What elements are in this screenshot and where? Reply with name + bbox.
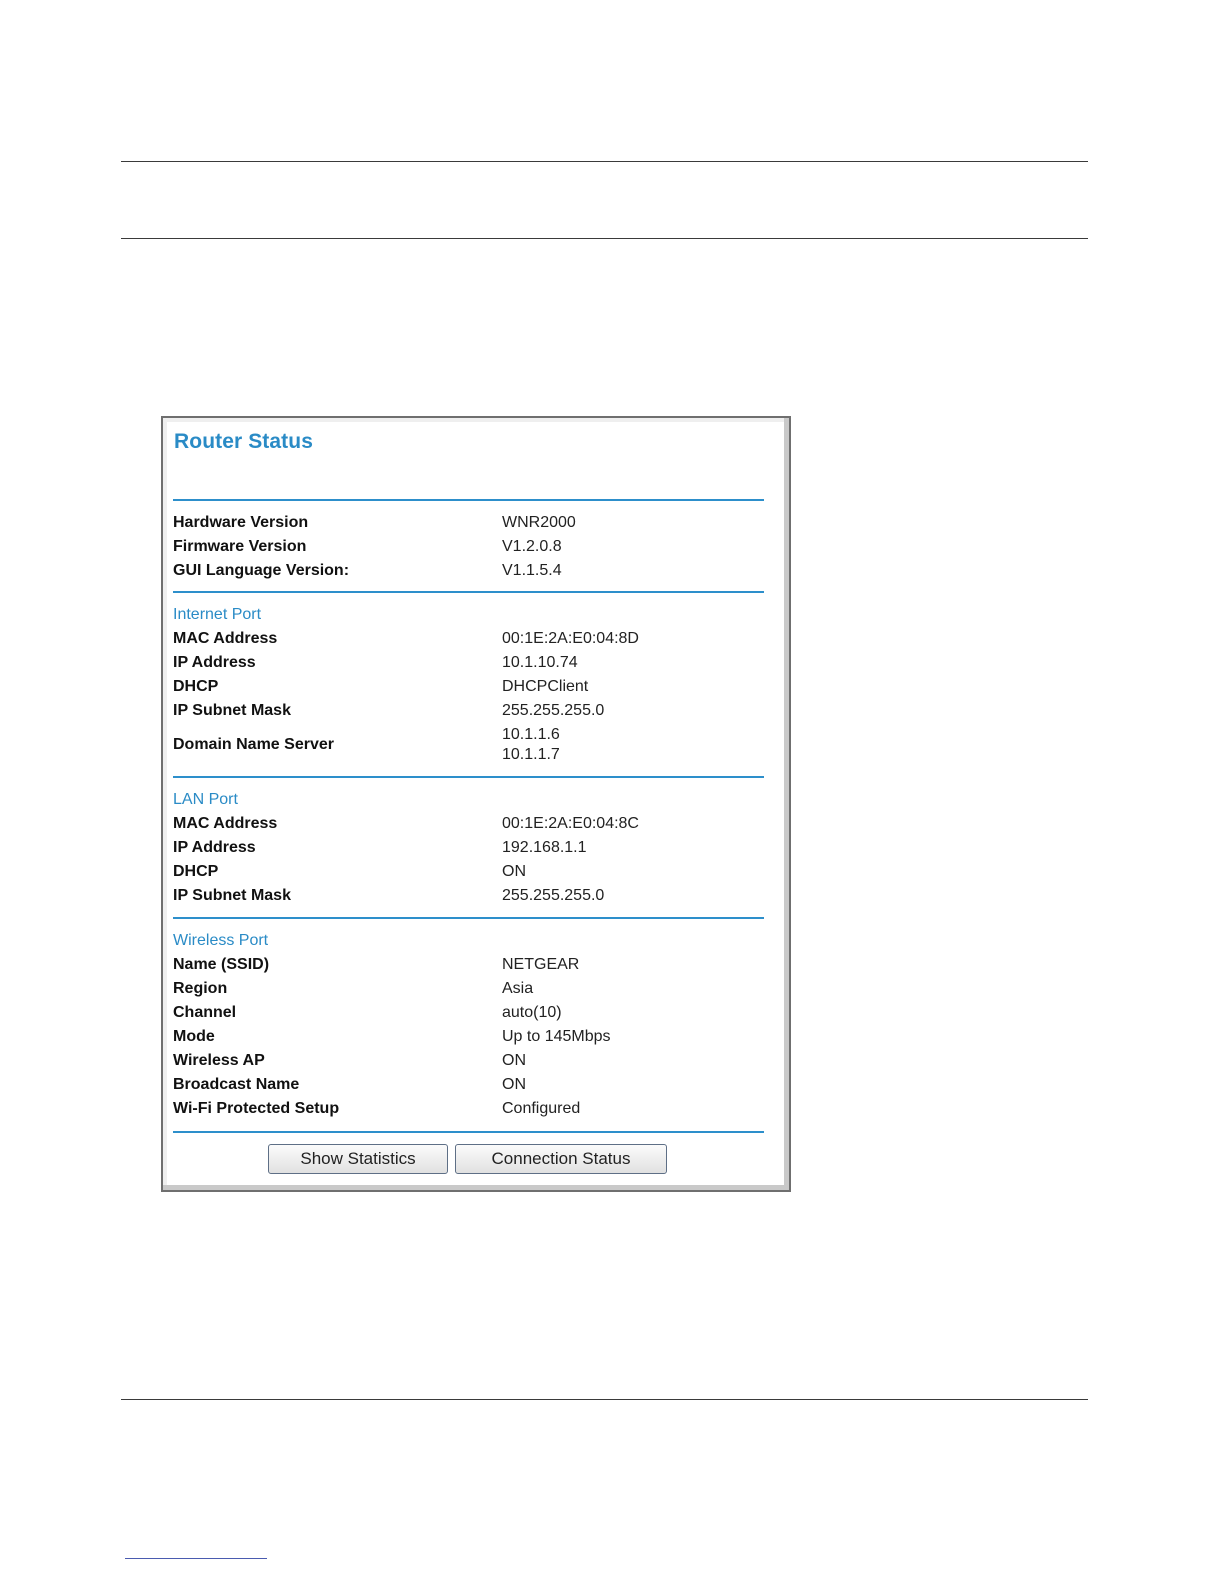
section-divider: [173, 591, 764, 593]
firmware-version-label: Firmware Version: [173, 538, 307, 555]
footnote-rule: [125, 1558, 267, 1559]
lan-dhcp-value: ON: [502, 863, 526, 880]
wireless-port-heading: Wireless Port: [173, 932, 269, 949]
wps-label: Wi-Fi Protected Setup: [173, 1100, 340, 1117]
lan-subnet-mask-label: IP Subnet Mask: [173, 887, 291, 904]
lan-dhcp-label: DHCP: [173, 863, 219, 880]
lan-mac-address-row: [173, 815, 764, 837]
channel-row: [173, 1004, 764, 1026]
hardware-version-row: [173, 514, 764, 536]
ssid-label: Name (SSID): [173, 956, 270, 973]
lan-mac-address-value: 00:1E:2A:E0:04:8C: [502, 815, 639, 832]
ssid-row: [173, 956, 764, 978]
section-divider: [173, 776, 764, 778]
section-divider: [173, 499, 764, 501]
internet-subnet-mask-value: 255.255.255.0: [502, 702, 605, 719]
router-status-screenshot: [161, 416, 791, 1192]
firmware-version-row: [173, 538, 764, 560]
internet-port-heading: Internet Port: [173, 606, 262, 623]
broadcast-name-label: Broadcast Name: [173, 1076, 300, 1093]
internet-ip-address-value: 10.1.10.74: [502, 654, 578, 671]
lan-dhcp-row: [173, 863, 764, 885]
hardware-version-label: Hardware Version: [173, 514, 309, 531]
internet-subnet-mask-row: [173, 702, 764, 724]
show-statistics-button[interactable]: Show Statistics: [268, 1144, 448, 1174]
mode-value: Up to 145Mbps: [502, 1028, 611, 1045]
lan-mac-address-label: MAC Address: [173, 815, 278, 832]
mode-label: Mode: [173, 1028, 215, 1045]
connection-status-button[interactable]: Connection Status: [455, 1144, 667, 1174]
internet-dhcp-row: [173, 678, 764, 700]
internet-ip-address-row: [173, 654, 764, 676]
lan-port-heading: LAN Port: [173, 791, 238, 808]
header-rule-bottom: [121, 238, 1088, 239]
internet-dhcp-value: DHCPClient: [502, 678, 589, 695]
lan-subnet-mask-row: [173, 887, 764, 909]
dns-secondary-value: 10.1.1.7: [502, 746, 560, 763]
internet-ip-address-label: IP Address: [173, 654, 256, 671]
broadcast-name-row: [173, 1076, 764, 1098]
hardware-version-value: WNR2000: [502, 514, 576, 531]
lan-subnet-mask-value: 255.255.255.0: [502, 887, 605, 904]
region-value: Asia: [502, 980, 534, 997]
wireless-ap-value: ON: [502, 1052, 526, 1069]
lan-ip-address-row: [173, 839, 764, 861]
region-label: Region: [173, 980, 228, 997]
dns-primary-value: 10.1.1.6: [502, 726, 560, 743]
internet-mac-address-label: MAC Address: [173, 630, 278, 647]
region-row: [173, 980, 764, 1002]
wps-row: [173, 1100, 764, 1122]
channel-label: Channel: [173, 1004, 237, 1021]
section-divider: [173, 1131, 764, 1133]
wireless-ap-label: Wireless AP: [173, 1052, 265, 1069]
page-title: Router Status: [174, 430, 313, 453]
firmware-version-value: V1.2.0.8: [502, 538, 562, 555]
section-divider: [173, 917, 764, 919]
wps-value: Configured: [502, 1100, 581, 1117]
wireless-ap-row: [173, 1052, 764, 1074]
domain-name-server-row: [173, 736, 764, 758]
lan-ip-address-value: 192.168.1.1: [502, 839, 587, 856]
footer-rule: [121, 1399, 1088, 1400]
header-rule-top: [121, 161, 1088, 162]
internet-mac-address-value: 00:1E:2A:E0:04:8D: [502, 630, 639, 647]
gui-language-version-row: [173, 562, 764, 584]
broadcast-name-value: ON: [502, 1076, 526, 1093]
internet-mac-address-row: [173, 630, 764, 652]
mode-row: [173, 1028, 764, 1050]
internet-dhcp-label: DHCP: [173, 678, 219, 695]
channel-value: auto(10): [502, 1004, 562, 1021]
gui-language-version-value: V1.1.5.4: [502, 562, 562, 579]
domain-name-server-label: Domain Name Server: [173, 736, 334, 753]
gui-language-version-label: GUI Language Version:: [173, 562, 350, 579]
ssid-value: NETGEAR: [502, 956, 580, 973]
lan-ip-address-label: IP Address: [173, 839, 256, 856]
internet-subnet-mask-label: IP Subnet Mask: [173, 702, 291, 719]
